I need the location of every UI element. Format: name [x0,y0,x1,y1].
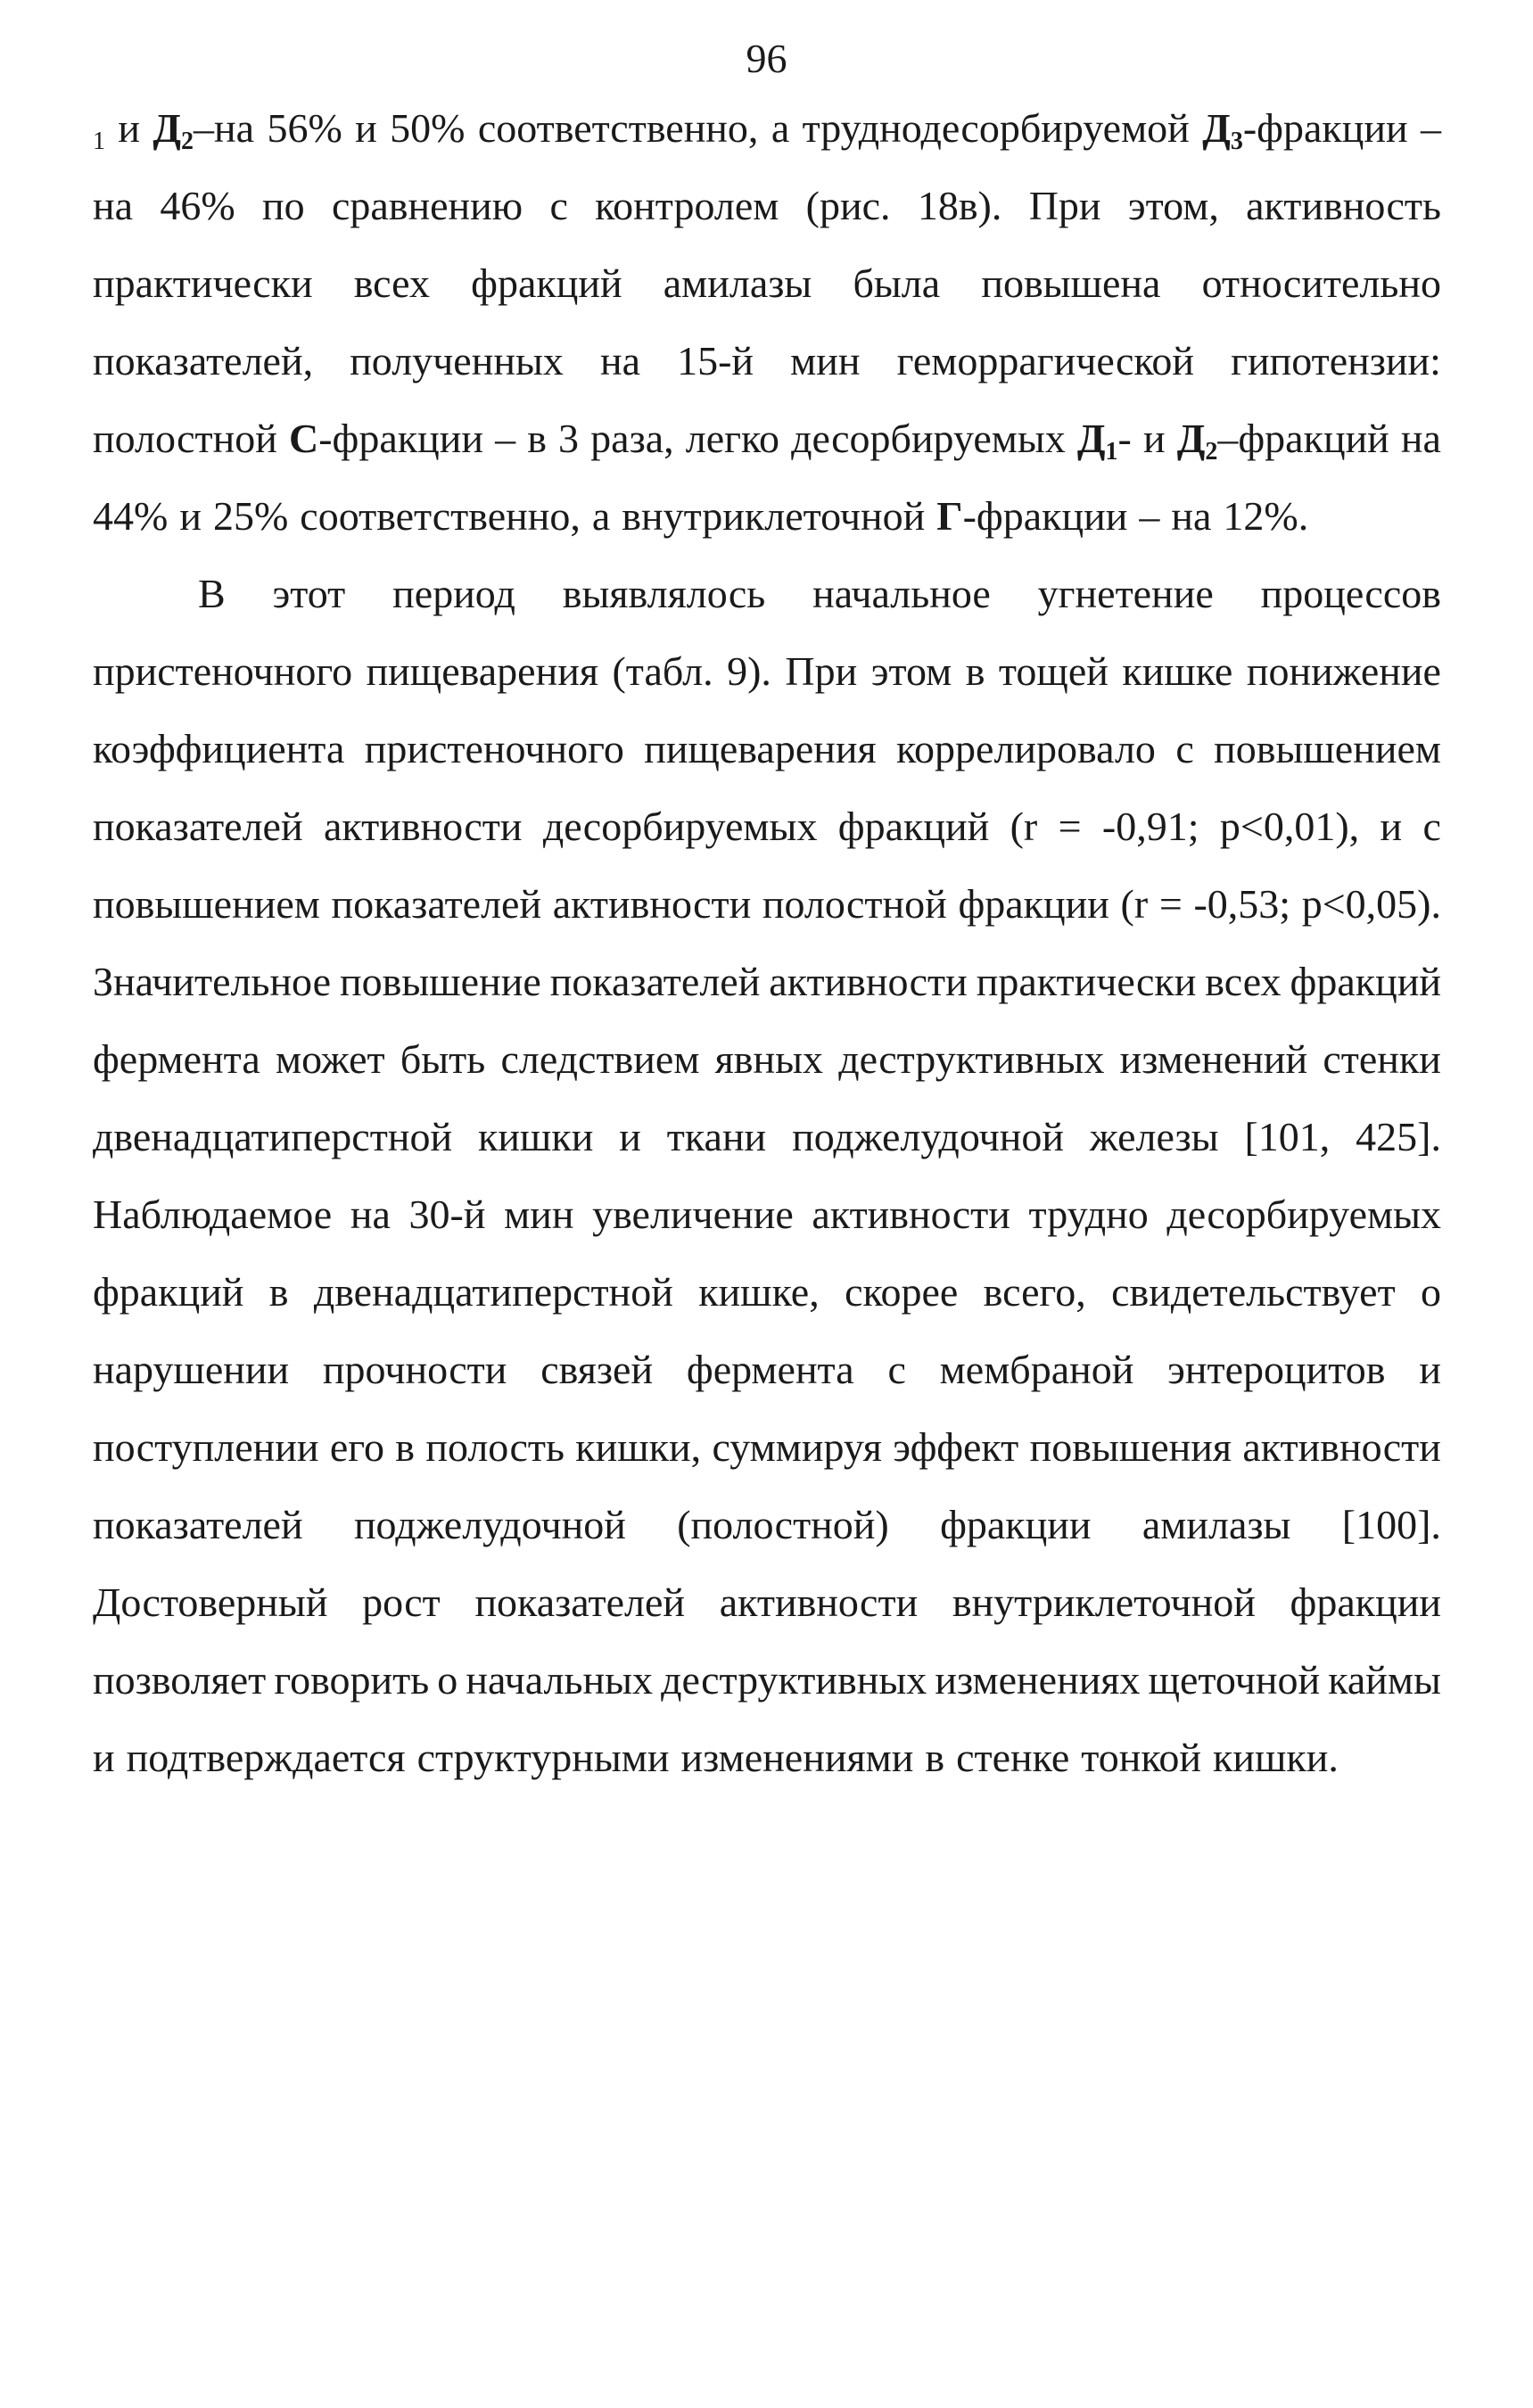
word: показателей [93,1502,303,1547]
word: = [1058,804,1082,849]
word: показателей [331,881,542,927]
word: начальное [812,571,991,616]
word: свидетельствует [1111,1269,1396,1315]
word: и [355,105,377,151]
word: повышена [981,260,1161,306]
text-line [93,1175,1441,1253]
word: [101, [1244,1114,1331,1159]
word: 15-й [677,338,754,383]
word: = [1158,881,1183,927]
word: контролем [595,183,779,228]
word: геморрагической [896,338,1194,383]
word: сравнению [331,183,523,228]
text-line [93,1486,1441,1563]
word: показателей, [93,338,314,383]
word: 9). [727,648,771,694]
word: мембраной [939,1347,1134,1392]
word: кишке [1122,648,1233,694]
word: угнетение [1037,571,1214,616]
word: изменениями [680,1735,914,1780]
word: активности [323,804,523,849]
word: 30-й [408,1192,486,1237]
word: в [965,648,985,694]
word: позволяет [93,1657,267,1703]
word: в [395,1424,416,1470]
word: десорбируемых [1166,1192,1441,1237]
text-line [93,322,1441,400]
word: двенадцатиперстной [93,1114,453,1159]
word: на [1171,493,1212,539]
word: кишки, [575,1424,702,1470]
word: амилазы [1142,1502,1291,1547]
word: по [262,183,305,228]
word: практически [93,260,313,306]
word: (рис. [805,183,891,228]
word: кишке, [698,1269,820,1315]
word: 425]. [1356,1114,1441,1159]
word: Достоверный [93,1579,328,1625]
word: фракции [958,881,1109,927]
word: кишки [477,1114,594,1159]
word: 18в). [917,183,1002,228]
word: и [179,493,202,539]
word: быть [400,1036,486,1082]
word: активности [1242,1424,1441,1470]
word: p<0,05). [1301,881,1441,927]
word: При [785,648,858,694]
word: 44% [93,493,169,539]
word: десорбируемых [791,416,1066,461]
word: с [887,1347,906,1392]
text-line [93,865,1441,943]
text-line [93,1408,1441,1486]
word: $Д_1-$ [1076,416,1132,466]
word: относительно [1201,260,1441,306]
text-line [93,1253,1441,1331]
word: следствием [500,1036,700,1082]
word: структурными [416,1735,670,1780]
word: поджелудочной [792,1114,1065,1159]
word: Значительное [93,959,332,1004]
paragraph-2 [93,555,1441,1796]
word: его [329,1424,384,1470]
word: поджелудочной [353,1502,626,1547]
word: активности [769,959,968,1004]
word: трудно [1028,1192,1149,1237]
word: рост [362,1579,441,1625]
word: с [1175,726,1194,771]
text-line [93,1641,1441,1719]
body-text [93,89,1441,1796]
word: повышение [340,959,541,1004]
text-line [93,1098,1441,1175]
word: полостной [762,881,947,927]
word: Наблюдаемое [93,1192,333,1237]
word: фракций [837,804,990,849]
word: с [549,183,568,228]
word: увеличение [592,1192,794,1237]
word: о [1421,1269,1441,1315]
word: повышением [1214,726,1441,771]
word: – [1420,105,1441,151]
word: $Д_2-на$ [152,105,255,155]
word: пристеночного [364,726,624,771]
word: мин [504,1192,574,1237]
word: прочности [322,1347,507,1392]
word: В [198,571,226,616]
word: активности [812,1192,1010,1237]
word: фракций [471,260,622,306]
word: $Д_2$–фракций [1176,416,1389,466]
word: пищеварения [644,726,877,771]
word: полученных [350,338,564,383]
word: скорее [845,1269,959,1315]
word: в [527,416,547,461]
word: внутриклеточной [952,1579,1256,1625]
word: на [350,1192,391,1237]
word: – [1139,493,1160,539]
word: полостной [93,416,277,461]
word: всего, [983,1269,1086,1315]
word: пищеварения [366,648,598,694]
word: изменениях [935,1657,1141,1703]
word: показателей [549,959,761,1004]
word: этом, [1127,183,1219,228]
word: может [275,1036,385,1082]
text-line [93,244,1441,322]
word: всех [353,260,430,306]
word: 25% [212,493,289,539]
word: (табл. [612,648,713,694]
word: фракций [1290,959,1441,1004]
paragraph-1 [93,89,1441,555]
word: $Д_3$-фракции [1202,105,1408,155]
word: раза, [590,416,674,461]
word: соответственно, [477,105,759,151]
text-line [93,1331,1441,1408]
word: энтероцитов [1167,1347,1386,1392]
word: (r [1010,804,1038,849]
word: а [591,493,611,539]
word: тонкой [1081,1735,1202,1780]
word: начальных [466,1657,653,1703]
word: мин [790,338,861,383]
word: выявлялось [562,571,766,616]
word: стенке [956,1735,1070,1780]
word: При [1028,183,1101,228]
word: поступлении [93,1424,319,1470]
text-line [93,477,1441,555]
word: коэффициента [93,726,345,771]
text-line [93,1563,1441,1641]
word: о [437,1657,458,1703]
word: показателей [93,804,303,849]
word: – [495,416,516,461]
text-line [93,555,1441,632]
text-line [93,943,1441,1020]
word: железы [1089,1114,1219,1159]
word: практически [976,959,1197,1004]
text-line [93,89,1441,167]
word: тощей [998,648,1109,694]
word: в [268,1269,289,1315]
word: на [93,183,134,228]
text-line [93,1020,1441,1098]
word: соответственно, [300,493,581,539]
text-line [93,632,1441,710]
word: (r [1120,881,1149,927]
word: щеточной [1148,1657,1321,1703]
word: активности [552,881,752,927]
word: стенки [1323,1036,1441,1082]
page-number: 96 [746,36,787,81]
word: полость [425,1424,565,1470]
word: повышения [1029,1424,1232,1470]
word: десорбируемых [542,804,818,849]
word: -0,53; [1193,881,1291,927]
word: и [1142,416,1166,461]
word: [100]. [1341,1502,1441,1547]
word: фракции [940,1502,1092,1547]
word: фермента [93,1036,260,1082]
word: была [853,260,941,306]
word: p<0,01), [1219,804,1360,849]
word: фракции [1290,1579,1441,1625]
word: на [1400,416,1441,461]
text-line [93,167,1441,244]
word: деструктивных [661,1657,927,1703]
word: этот [272,571,346,616]
word: коррелировало [896,726,1156,771]
word: связей [540,1347,654,1392]
word: активность [1246,183,1441,228]
word: 12%. [1223,493,1309,539]
word: эффект [893,1424,1019,1470]
word: активности [719,1579,919,1625]
word: явных [714,1036,824,1082]
word: ткани [666,1114,767,1159]
word: 46% [160,183,235,228]
word: -0,91; [1101,804,1199,849]
word: 1 [93,128,105,155]
word: 3 [558,416,580,461]
word: период [392,571,515,616]
text-line [93,1719,1441,1796]
word: внутриклеточной [622,493,926,539]
word: подтверждается [126,1735,406,1780]
word: амилазы [663,260,812,306]
word: процессов [1260,571,1441,616]
word: повышением [93,881,320,927]
word: труднодесорбируемой [802,105,1190,151]
word: Г-фракции [936,493,1128,539]
word: фракций [93,1269,244,1315]
text-line [93,788,1441,865]
word: пристеночного [93,648,353,694]
word: суммируя [712,1424,882,1470]
word: этом [870,648,952,694]
word: нарушении [93,1347,290,1392]
word: 50% [390,105,466,151]
word: деструктивных [838,1036,1105,1082]
word: 56% [267,105,342,151]
text-line [93,400,1441,477]
word: кишки. [1213,1735,1339,1780]
word: каймы [1328,1657,1441,1703]
word: (полостной) [677,1502,889,1547]
word: изменений [1119,1036,1308,1082]
word: в [925,1735,945,1780]
word: на [599,338,640,383]
word: легко [685,416,780,461]
word: говорить [274,1657,430,1703]
word: с [1422,804,1441,849]
word: гипотензии: [1231,338,1441,383]
word: фермента [686,1347,854,1392]
word: а [771,105,790,151]
word: и [1419,1347,1441,1392]
word: двенадцатиперстной [313,1269,673,1315]
word: всех [1205,959,1282,1004]
word: и [118,105,140,151]
text-line [93,710,1441,788]
word: понижение [1246,648,1441,694]
word: и [619,1114,641,1159]
word: и [1380,804,1403,849]
word: и [93,1735,115,1780]
word: показателей [474,1579,686,1625]
word: С-фракции [288,416,483,461]
